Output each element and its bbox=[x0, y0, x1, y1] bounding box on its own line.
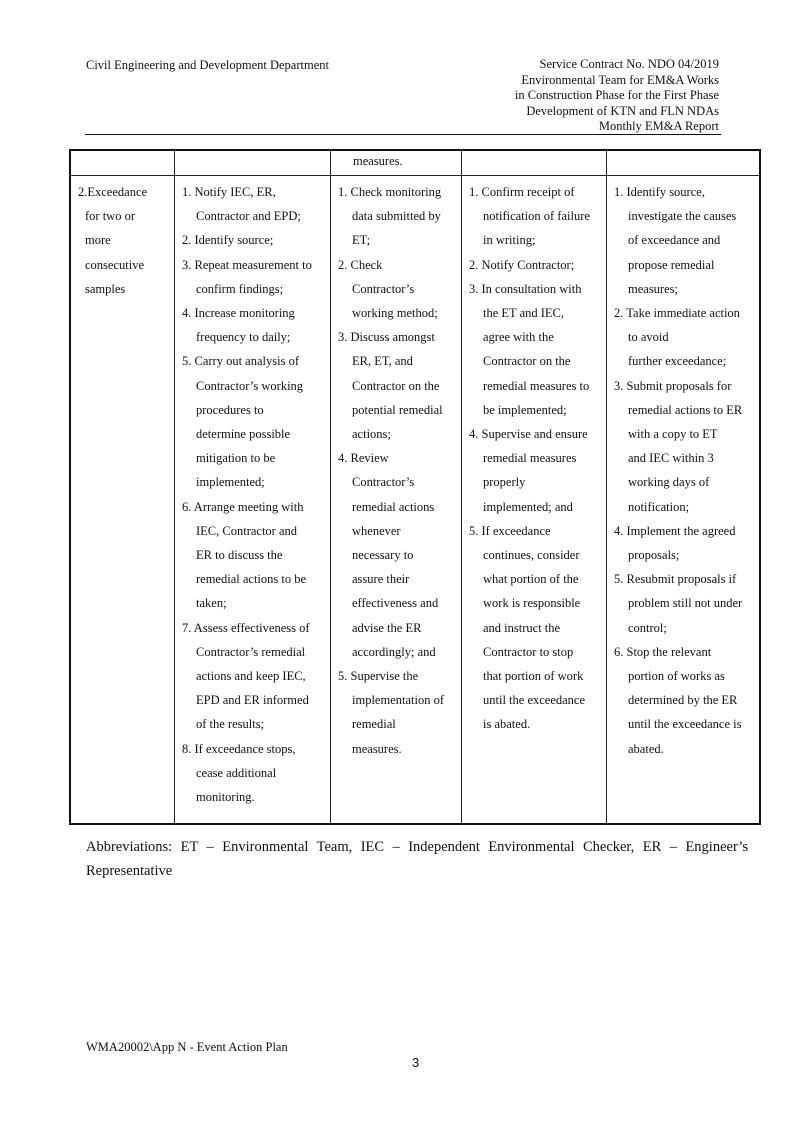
header-line: Environmental Team for EM&A Works bbox=[521, 72, 719, 87]
list-item-line: mitigation to be bbox=[196, 451, 276, 466]
header-divider bbox=[85, 134, 721, 135]
list-item-line: further exceedance; bbox=[628, 354, 727, 369]
list-item-line: 6. Arrange meeting with bbox=[182, 499, 304, 514]
er-action-item bbox=[469, 180, 605, 253]
abbreviations-note: Abbreviations: ET – Environmental Team, IEC – Independent Environmental Checker, ER – Engineer’s Representative bbox=[86, 839, 748, 879]
footer-doc-ref: WMA20002\App N - Event Action Plan bbox=[86, 1040, 288, 1054]
er-action-cell bbox=[469, 180, 605, 737]
header-department: Civil Engineering and Development Department bbox=[86, 58, 329, 72]
list-item-line: what portion of the bbox=[483, 572, 579, 587]
et-action-item bbox=[182, 301, 328, 349]
list-item-line: Contractor on the bbox=[483, 354, 571, 369]
header-line: Monthly EM&A Report bbox=[598, 119, 719, 133]
list-item-line: 5. Supervise the bbox=[338, 669, 419, 684]
list-item-line: 6. Stop the relevant bbox=[614, 644, 712, 659]
er-action-item bbox=[469, 519, 605, 737]
header-line: in Construction Phase for the First Phase bbox=[514, 88, 719, 102]
list-item-line: procedures to bbox=[196, 402, 264, 417]
list-item-line: 4. Increase monitoring bbox=[182, 306, 295, 321]
list-item-line: 1. Check monitoring bbox=[338, 185, 442, 199]
er-action-item bbox=[469, 253, 605, 277]
list-item-line: properly bbox=[483, 475, 526, 490]
list-item-line: 3. Submit proposals for bbox=[614, 378, 732, 393]
list-item-line: remedial bbox=[352, 717, 396, 732]
list-item-line: remedial actions bbox=[352, 499, 435, 514]
list-item-line: and instruct the bbox=[483, 620, 561, 635]
list-item-line: Contractor to stop bbox=[483, 644, 574, 659]
list-item-line: measures; bbox=[628, 281, 678, 296]
column-divider bbox=[174, 151, 175, 823]
et-action-item bbox=[182, 737, 328, 810]
list-item-line: working method; bbox=[352, 306, 438, 321]
list-item-line: ER to discuss the bbox=[196, 548, 283, 563]
list-item-line: notification; bbox=[628, 499, 690, 514]
list-item-line: until the exceedance is bbox=[628, 717, 742, 732]
list-item-line: 2. Check bbox=[338, 257, 383, 272]
et-action-item bbox=[182, 616, 328, 737]
event-cell bbox=[78, 180, 170, 301]
list-item-line: effectiveness and bbox=[352, 596, 439, 611]
header-contract-info bbox=[515, 57, 719, 135]
iec-action-item bbox=[338, 446, 460, 664]
list-item-line: Contractor’s bbox=[352, 475, 415, 490]
list-item-line: EPD and ER informed bbox=[196, 693, 309, 708]
list-item-line: be implemented; bbox=[483, 402, 567, 417]
list-item-line: cease additional bbox=[196, 765, 277, 780]
er-action-item bbox=[469, 422, 605, 519]
list-item-line: 2. Take immediate action bbox=[614, 306, 740, 321]
contractor-action-item bbox=[614, 374, 760, 519]
column-divider bbox=[606, 151, 607, 823]
list-item-line: data submitted by bbox=[352, 209, 441, 224]
column-divider bbox=[330, 151, 331, 823]
list-item-line: actions; bbox=[352, 427, 391, 442]
list-item-line: portion of works as bbox=[628, 669, 725, 684]
list-item-line: the ET and IEC, bbox=[483, 306, 564, 321]
iec-action-item bbox=[338, 253, 460, 326]
header-line: Development of KTN and FLN NDAs bbox=[526, 103, 719, 118]
et-action-item bbox=[182, 349, 328, 494]
event-label-line: samples bbox=[85, 281, 126, 296]
list-item-line: ER, ET, and bbox=[352, 354, 413, 369]
list-item-line: 1. Notify IEC, ER, bbox=[182, 185, 276, 199]
list-item-line: IEC, Contractor and bbox=[196, 523, 298, 538]
list-item-line: implemented; and bbox=[483, 499, 573, 514]
contractor-action-item bbox=[614, 180, 760, 301]
list-item-line: until the exceedance bbox=[483, 693, 586, 708]
event-label-line: consecutive bbox=[85, 257, 145, 272]
list-item-line: Contractor and EPD; bbox=[196, 209, 301, 224]
list-item-line: 5. Resubmit proposals if bbox=[614, 572, 737, 587]
list-item-line: of exceedance and bbox=[628, 233, 721, 248]
list-item-line: of the results; bbox=[196, 717, 265, 732]
list-item-line: and IEC within 3 bbox=[628, 451, 714, 466]
event-label-line: more bbox=[85, 233, 111, 248]
contractor-action-item bbox=[614, 301, 760, 374]
list-item-line: remedial measures to bbox=[483, 378, 590, 393]
list-item-line: monitoring. bbox=[196, 790, 255, 805]
contractor-action-item bbox=[614, 519, 760, 567]
list-item-line: Contractor on the bbox=[352, 378, 440, 393]
list-item-line: work is responsible bbox=[483, 596, 581, 611]
list-item-line: 1. Confirm receipt of bbox=[469, 185, 575, 199]
list-item-line: frequency to daily; bbox=[196, 330, 291, 345]
et-action-cell bbox=[182, 180, 328, 809]
event-label-line: 2.Exceedance bbox=[78, 185, 148, 199]
list-item-line: is abated. bbox=[483, 717, 531, 732]
contractor-action-cell bbox=[614, 180, 760, 761]
list-item-line: advise the ER bbox=[352, 620, 422, 635]
list-item-line: implementation of bbox=[352, 693, 444, 708]
list-item-line: remedial actions to ER bbox=[628, 402, 743, 417]
list-item-line: 7. Assess effectiveness of bbox=[182, 620, 310, 635]
er-action-item bbox=[469, 277, 605, 422]
event-action-table bbox=[69, 149, 761, 825]
column-divider bbox=[461, 151, 462, 823]
list-item-line: problem still not under bbox=[628, 596, 743, 611]
iec-action-item bbox=[338, 180, 460, 253]
list-item-line: 4. Review bbox=[338, 451, 389, 466]
et-action-item bbox=[182, 180, 328, 228]
iec-action-item bbox=[338, 664, 460, 761]
et-action-item bbox=[182, 228, 328, 252]
list-item-line: Contractor’s bbox=[352, 281, 415, 296]
contractor-action-item bbox=[614, 640, 760, 761]
list-item-line: whenever bbox=[352, 523, 401, 538]
list-item-line: 4. Implement the agreed bbox=[614, 523, 736, 538]
list-item-line: confirm findings; bbox=[196, 281, 284, 296]
list-item-line: measures. bbox=[352, 741, 402, 756]
contractor-action-item bbox=[614, 567, 760, 640]
list-item-line: that portion of work bbox=[483, 669, 584, 684]
list-item-line: to avoid bbox=[628, 330, 669, 345]
list-item-line: continues, consider bbox=[483, 548, 580, 563]
list-item-line: 4. Supervise and ensure bbox=[469, 427, 588, 442]
list-item-line: 2. Identify source; bbox=[182, 233, 274, 248]
list-item-line: notification of failure bbox=[483, 209, 590, 224]
row-divider bbox=[71, 175, 759, 176]
list-item-line: actions and keep IEC, bbox=[196, 669, 306, 684]
list-item-line: determine possible bbox=[196, 427, 291, 442]
list-item-line: with a copy to ET bbox=[628, 427, 718, 442]
list-item-line: Contractor’s remedial bbox=[196, 644, 306, 659]
list-item-line: agree with the bbox=[483, 330, 554, 345]
list-item-line: abated. bbox=[628, 741, 664, 756]
list-item-line: 3. In consultation with bbox=[469, 281, 582, 296]
list-item-line: accordingly; and bbox=[352, 644, 436, 659]
list-item-line: control; bbox=[628, 620, 667, 635]
list-item-line: 5. If exceedance bbox=[469, 523, 551, 538]
list-item-line: 8. If exceedance stops, bbox=[182, 741, 296, 756]
iec-action-cell bbox=[338, 180, 460, 761]
list-item-line: working days of bbox=[628, 475, 710, 490]
list-item-line: 3. Discuss amongst bbox=[338, 330, 435, 345]
list-item-line: taken; bbox=[196, 596, 227, 611]
list-item-line: 5. Carry out analysis of bbox=[182, 354, 299, 369]
list-item-line: investigate the causes bbox=[628, 209, 737, 224]
list-item-line: proposals; bbox=[628, 548, 680, 563]
list-item-line: determined by the ER bbox=[628, 693, 738, 708]
list-item-line: 3. Repeat measurement to bbox=[182, 257, 312, 272]
list-item-line: necessary to bbox=[352, 548, 414, 563]
list-item-line: remedial measures bbox=[483, 451, 577, 466]
list-item-line: 2. Notify Contractor; bbox=[469, 257, 575, 272]
et-action-item bbox=[182, 253, 328, 301]
list-item-line: propose remedial bbox=[628, 257, 715, 272]
event-label-line: for two or bbox=[85, 209, 135, 224]
iec-action-item bbox=[338, 325, 460, 446]
et-action-item bbox=[182, 495, 328, 616]
list-item-line: remedial actions to be bbox=[196, 572, 307, 587]
list-item-line: 1. Identify source, bbox=[614, 185, 705, 199]
list-item-line: ET; bbox=[352, 233, 371, 248]
list-item-line: Contractor’s working bbox=[196, 378, 304, 393]
list-item-line: implemented; bbox=[196, 475, 265, 490]
continuation-cell-iec: measures. bbox=[353, 154, 403, 168]
page-number: 3 bbox=[412, 1055, 420, 1070]
list-item-line: in writing; bbox=[483, 233, 536, 248]
header-line: Service Contract No. NDO 04/2019 bbox=[539, 57, 719, 71]
list-item-line: potential remedial bbox=[352, 402, 443, 417]
list-item-line: assure their bbox=[352, 572, 410, 587]
